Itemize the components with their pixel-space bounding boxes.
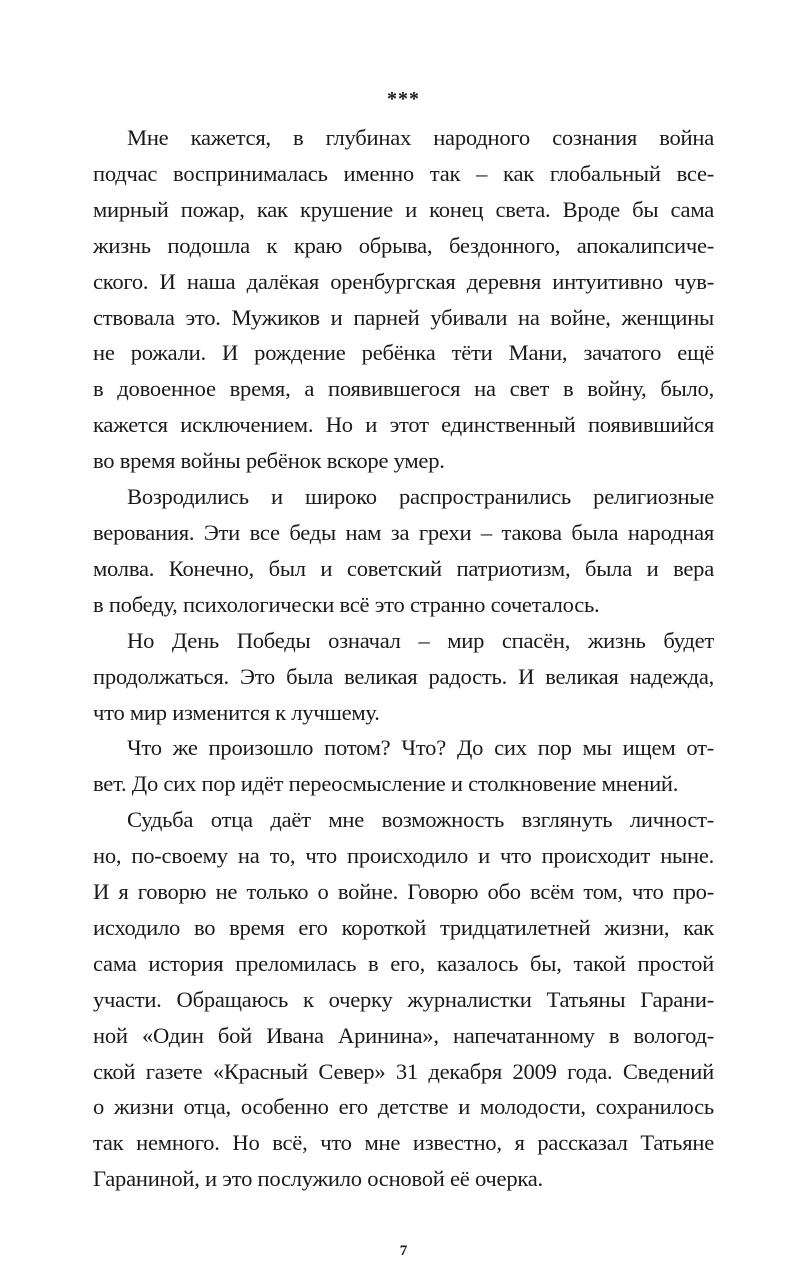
text-line: жизнь подошла к краю обрыва, бездонного, апокалипсиче- <box>93 232 714 258</box>
text-line: Мне кажется, в глубинах народного сознания война <box>127 125 714 150</box>
text-line: ной «Один бой Ивана Аринина», напечатанному в вологод- <box>93 1022 714 1048</box>
text-line: вет. До сих пор идёт переосмысление и столкновение мнений. <box>93 771 679 797</box>
text-line: ской газете «Красный Север» 31 декабря 2009 года. Сведений <box>93 1058 714 1084</box>
text-line: не рожали. И рождение ребёнка тёти Мани, зачатого ещё <box>93 340 714 366</box>
text-line: Судьба отца даёт мне возможность взглянуть личност- <box>127 807 714 833</box>
text-line: Что же произошло потом? Что? До сих пор мы ищем от- <box>127 735 714 761</box>
text-line: Гараниной, и это послужило основой её очерка. <box>93 1166 543 1192</box>
paragraph <box>93 730 714 802</box>
text-line: что мир изменится к лучшему. <box>93 699 380 725</box>
body-text <box>93 120 714 1197</box>
text-line: продолжаться. Это была великая радость. И великая надежда, <box>93 663 714 689</box>
text-line: мирный пожар, как крушение и конец света. Вроде бы сама <box>93 196 714 222</box>
page-number: 7 <box>399 1243 408 1260</box>
text-line: в довоенное время, а появившегося на свет в войну, было, <box>93 376 714 402</box>
text-line: ского. И наша далёкая оренбургская деревня интуитивно чув- <box>93 268 714 294</box>
text-line: молва. Конечно, был и советский патриотизм, была и вера <box>93 555 714 581</box>
text-line: исходило во время его короткой тридцатилетней жизни, как <box>93 914 714 940</box>
text-line: Но День Победы означал – мир спасён, жизнь будет <box>127 627 714 653</box>
text-line: подчас воспринималась именно так – как глобальный все- <box>93 160 714 186</box>
text-line: участи. Обращаюсь к очерку журналистки Татьяны Гарани- <box>93 986 714 1012</box>
text-line: так немного. Но всё, что мне известно, я рассказал Татьяне <box>93 1130 714 1156</box>
paragraph <box>93 623 714 731</box>
text-line: И я говорю не только о войне. Говорю обо всём том, что про- <box>93 879 714 905</box>
section-separator: *** <box>387 88 420 110</box>
text-line: о жизни отца, особенно его детстве и молодости, сохранилось <box>93 1094 714 1120</box>
text-line: Возродились и широко распространились религиозные <box>127 484 714 510</box>
text-line: ствовала это. Мужиков и парней убивали на войне, женщины <box>93 304 714 330</box>
paragraph <box>93 802 714 1197</box>
paragraph <box>93 120 714 479</box>
text-line: кажется исключением. Но и этот единственный появившийся <box>93 412 714 438</box>
text-line: сама история преломилась в его, казалось бы, такой простой <box>93 950 714 976</box>
paragraph <box>93 479 714 623</box>
text-line: в победу, психологически всё это странно сочеталось. <box>93 591 600 617</box>
text-line: верования. Эти все беды нам за грехи – такова была народная <box>93 519 714 545</box>
text-line: во время войны ребёнок вскоре умер. <box>93 448 445 474</box>
text-line: но, по-своему на то, что происходило и что происходит ныне. <box>93 843 714 869</box>
